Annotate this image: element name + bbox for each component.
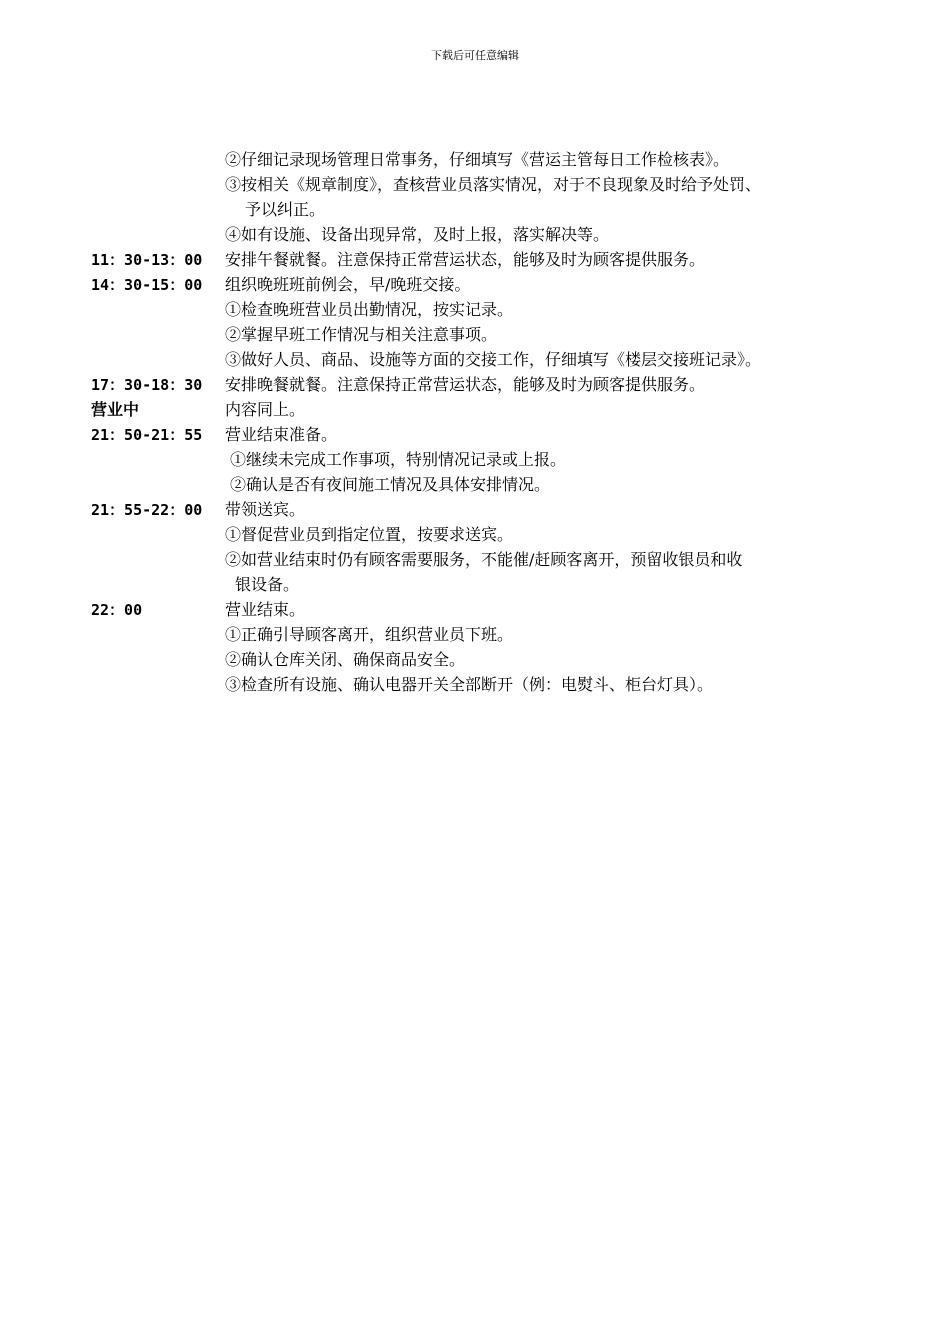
text-line: ②确认是否有夜间施工情况及具体安排情况。: [230, 475, 551, 494]
text-line: 予以纠正。: [245, 200, 326, 219]
text-line: ④如有设施、设备出现异常，及时上报，落实解决等。: [225, 225, 610, 244]
page-header: 下载后可任意编辑: [431, 49, 519, 62]
text-line: ③按相关《规章制度》，查核营业员落实情况，对于不良现象及时给予处罚、: [225, 175, 762, 194]
text-line: 营业结束准备。: [225, 425, 338, 444]
text-line: ②仔细记录现场管理日常事务，仔细填写《营运主管每日工作检核表》。: [225, 150, 730, 169]
text-line: ②确认仓库关闭、确保商品安全。: [225, 650, 466, 669]
text-line: 内容同上。: [225, 400, 306, 419]
text-line: ②掌握早班工作情况与相关注意事项。: [225, 325, 498, 344]
text-line: 带领送宾。: [225, 500, 306, 519]
text-line: ③检查所有设施、确认电器开关全部断开（例：电熨斗、柜台灯具）。: [225, 675, 714, 694]
time-label: 22：00: [91, 601, 143, 619]
text-line: ①督促营业员到指定位置，按要求送宾。: [225, 525, 514, 544]
text-line: ②如营业结束时仍有顾客需要服务，不能催/赶顾客离开，预留收银员和收: [225, 550, 743, 569]
time-label: 21：50-21：55: [91, 426, 203, 444]
text-line: ①正确引导顾客离开，组织营业员下班。: [225, 625, 514, 644]
text-line: ①继续未完成工作事项，特别情况记录或上报。: [230, 450, 567, 469]
text-line: ①检查晚班营业员出勤情况，按实记录。: [225, 300, 514, 319]
text-line: 银设备。: [235, 575, 300, 594]
text-line: 安排午餐就餐。注意保持正常营运状态，能够及时为顾客提供服务。: [225, 250, 706, 269]
time-label: 21：55-22：00: [91, 501, 203, 519]
time-label: 营业中: [91, 400, 140, 419]
text-line: ③做好人员、商品、设施等方面的交接工作，仔细填写《楼层交接班记录》。: [225, 350, 762, 369]
text-line: 安排晚餐就餐。注意保持正常营运状态，能够及时为顾客提供服务。: [225, 375, 706, 394]
time-label: 14：30-15：00: [91, 276, 203, 294]
time-label: 11：30-13：00: [91, 251, 203, 269]
text-line: 组织晚班班前例会，早/晚班交接。: [225, 275, 471, 294]
text-line: 营业结束。: [225, 600, 306, 619]
time-label: 17：30-18：30: [91, 376, 203, 394]
